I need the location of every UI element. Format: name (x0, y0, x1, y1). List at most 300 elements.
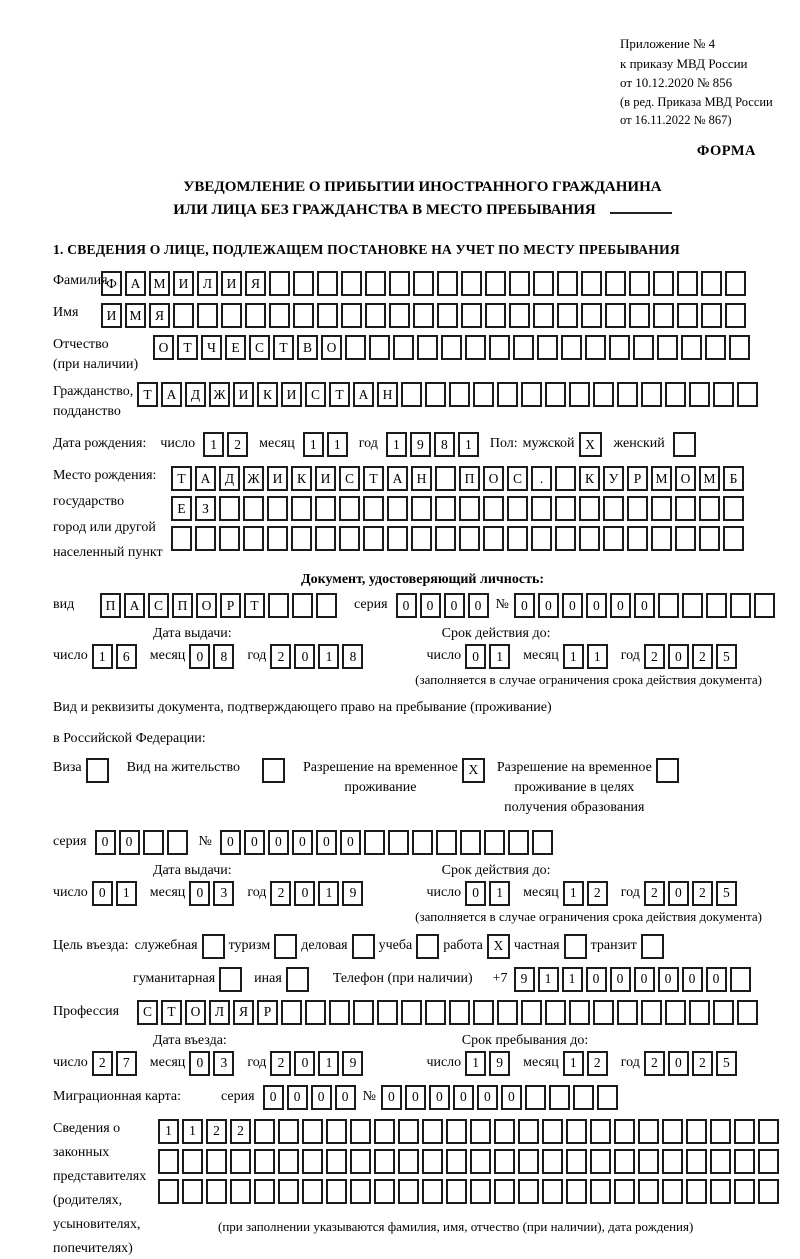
char-cell[interactable] (629, 271, 650, 296)
char-cell[interactable] (633, 335, 654, 360)
char-cell[interactable] (483, 496, 504, 521)
char-cell[interactable]: С (148, 593, 169, 618)
char-cell[interactable] (483, 526, 504, 551)
char-cell[interactable] (533, 303, 554, 328)
char-cell[interactable] (605, 303, 626, 328)
char-cell[interactable]: Н (411, 466, 432, 491)
char-cell[interactable]: 0 (465, 644, 486, 669)
char-cell[interactable]: А (124, 593, 145, 618)
char-cell[interactable]: 0 (189, 881, 210, 906)
char-cell[interactable]: М (651, 466, 672, 491)
char-cell[interactable] (518, 1149, 539, 1174)
char-cell[interactable] (507, 526, 528, 551)
char-cell[interactable]: 1 (489, 644, 510, 669)
char-cell[interactable] (537, 335, 558, 360)
char-cell[interactable] (573, 1085, 594, 1110)
char-cell[interactable] (566, 1119, 587, 1144)
char-cell[interactable] (641, 382, 662, 407)
char-cell[interactable] (699, 496, 720, 521)
char-cell[interactable]: 0 (189, 644, 210, 669)
char-cell[interactable] (254, 1119, 275, 1144)
char-cell[interactable]: П (100, 593, 121, 618)
char-cell[interactable] (292, 593, 313, 618)
char-cell[interactable] (754, 593, 775, 618)
char-cell[interactable]: О (185, 1000, 206, 1025)
char-cell[interactable] (473, 382, 494, 407)
char-cell[interactable] (411, 496, 432, 521)
char-cell[interactable] (555, 526, 576, 551)
char-cell[interactable] (614, 1179, 635, 1204)
char-cell[interactable] (641, 1000, 662, 1025)
char-cell[interactable] (653, 271, 674, 296)
char-cell[interactable]: М (699, 466, 720, 491)
work-checkbox[interactable]: X (487, 934, 510, 959)
char-cell[interactable]: П (459, 466, 480, 491)
char-cell[interactable] (737, 1000, 758, 1025)
char-cell[interactable] (638, 1119, 659, 1144)
char-cell[interactable]: 1 (465, 1051, 486, 1076)
char-cell[interactable]: И (281, 382, 302, 407)
char-cell[interactable]: Е (225, 335, 246, 360)
char-cell[interactable]: 1 (489, 881, 510, 906)
char-cell[interactable] (627, 526, 648, 551)
char-cell[interactable] (326, 1119, 347, 1144)
char-cell[interactable]: 5 (716, 644, 737, 669)
char-cell[interactable] (422, 1179, 443, 1204)
char-cell[interactable] (581, 271, 602, 296)
private-checkbox[interactable] (564, 934, 587, 959)
char-cell[interactable] (459, 496, 480, 521)
char-cell[interactable] (219, 526, 240, 551)
char-cell[interactable]: 0 (468, 593, 489, 618)
char-cell[interactable]: Р (627, 466, 648, 491)
char-cell[interactable] (545, 1000, 566, 1025)
char-cell[interactable] (293, 271, 314, 296)
char-cell[interactable] (494, 1119, 515, 1144)
char-cell[interactable]: 0 (658, 967, 679, 992)
char-cell[interactable]: 2 (270, 644, 291, 669)
char-cell[interactable]: 0 (586, 967, 607, 992)
char-cell[interactable]: 3 (213, 1051, 234, 1076)
char-cell[interactable] (609, 335, 630, 360)
char-cell[interactable]: 0 (294, 1051, 315, 1076)
char-cell[interactable] (710, 1119, 731, 1144)
char-cell[interactable] (533, 271, 554, 296)
char-cell[interactable] (581, 303, 602, 328)
char-cell[interactable]: 0 (316, 830, 337, 855)
char-cell[interactable] (651, 526, 672, 551)
char-cell[interactable] (557, 271, 578, 296)
char-cell[interactable] (701, 303, 722, 328)
char-cell[interactable] (173, 303, 194, 328)
char-cell[interactable]: 0 (420, 593, 441, 618)
char-cell[interactable] (422, 1149, 443, 1174)
char-cell[interactable]: Л (197, 271, 218, 296)
char-cell[interactable] (293, 303, 314, 328)
char-cell[interactable] (651, 496, 672, 521)
char-cell[interactable] (675, 496, 696, 521)
char-cell[interactable] (171, 526, 192, 551)
char-cell[interactable] (417, 335, 438, 360)
char-cell[interactable]: И (173, 271, 194, 296)
char-cell[interactable] (590, 1179, 611, 1204)
char-cell[interactable] (182, 1149, 203, 1174)
char-cell[interactable] (350, 1119, 371, 1144)
char-cell[interactable]: 9 (489, 1051, 510, 1076)
char-cell[interactable] (542, 1149, 563, 1174)
char-cell[interactable]: С (137, 1000, 158, 1025)
char-cell[interactable] (484, 830, 505, 855)
char-cell[interactable] (734, 1179, 755, 1204)
char-cell[interactable] (542, 1119, 563, 1144)
char-cell[interactable]: 1 (318, 1051, 339, 1076)
char-cell[interactable]: А (125, 271, 146, 296)
char-cell[interactable] (614, 1119, 635, 1144)
char-cell[interactable]: 7 (116, 1051, 137, 1076)
char-cell[interactable] (531, 526, 552, 551)
char-cell[interactable]: Т (171, 466, 192, 491)
char-cell[interactable] (725, 303, 746, 328)
char-cell[interactable]: 0 (292, 830, 313, 855)
char-cell[interactable] (437, 271, 458, 296)
char-cell[interactable]: 0 (453, 1085, 474, 1110)
char-cell[interactable]: 1 (587, 644, 608, 669)
char-cell[interactable] (605, 271, 626, 296)
char-cell[interactable] (521, 1000, 542, 1025)
char-cell[interactable]: Ч (201, 335, 222, 360)
char-cell[interactable]: С (507, 466, 528, 491)
char-cell[interactable]: 2 (644, 644, 665, 669)
char-cell[interactable] (364, 830, 385, 855)
char-cell[interactable]: 0 (668, 644, 689, 669)
char-cell[interactable] (465, 335, 486, 360)
char-cell[interactable] (326, 1179, 347, 1204)
char-cell[interactable]: 2 (270, 881, 291, 906)
char-cell[interactable]: Д (219, 466, 240, 491)
char-cell[interactable] (341, 303, 362, 328)
char-cell[interactable] (603, 526, 624, 551)
char-cell[interactable] (269, 271, 290, 296)
char-cell[interactable]: С (305, 382, 326, 407)
char-cell[interactable] (494, 1149, 515, 1174)
char-cell[interactable] (412, 830, 433, 855)
char-cell[interactable] (401, 382, 422, 407)
char-cell[interactable] (374, 1119, 395, 1144)
char-cell[interactable]: 0 (682, 967, 703, 992)
char-cell[interactable]: О (196, 593, 217, 618)
char-cell[interactable] (393, 335, 414, 360)
char-cell[interactable] (579, 526, 600, 551)
char-cell[interactable]: 2 (227, 432, 248, 457)
char-cell[interactable] (206, 1149, 227, 1174)
char-cell[interactable] (317, 303, 338, 328)
char-cell[interactable]: 0 (501, 1085, 522, 1110)
char-cell[interactable] (411, 526, 432, 551)
char-cell[interactable] (662, 1149, 683, 1174)
char-cell[interactable] (507, 496, 528, 521)
char-cell[interactable] (549, 1085, 570, 1110)
char-cell[interactable]: 9 (410, 432, 431, 457)
char-cell[interactable]: 2 (692, 881, 713, 906)
char-cell[interactable]: 1 (92, 644, 113, 669)
char-cell[interactable]: З (195, 496, 216, 521)
char-cell[interactable] (398, 1179, 419, 1204)
char-cell[interactable] (737, 382, 758, 407)
char-cell[interactable]: О (153, 335, 174, 360)
char-cell[interactable]: 1 (116, 881, 137, 906)
char-cell[interactable]: 0 (706, 967, 727, 992)
char-cell[interactable] (593, 382, 614, 407)
transit-checkbox[interactable] (641, 934, 664, 959)
char-cell[interactable]: 0 (477, 1085, 498, 1110)
char-cell[interactable] (278, 1179, 299, 1204)
char-cell[interactable]: 1 (562, 967, 583, 992)
char-cell[interactable] (387, 496, 408, 521)
char-cell[interactable] (705, 335, 726, 360)
char-cell[interactable]: 5 (716, 881, 737, 906)
char-cell[interactable]: 2 (644, 881, 665, 906)
char-cell[interactable] (689, 1000, 710, 1025)
char-cell[interactable] (597, 1085, 618, 1110)
char-cell[interactable]: 1 (327, 432, 348, 457)
char-cell[interactable] (725, 271, 746, 296)
char-cell[interactable] (436, 830, 457, 855)
char-cell[interactable]: 0 (381, 1085, 402, 1110)
char-cell[interactable] (497, 1000, 518, 1025)
char-cell[interactable]: 0 (610, 593, 631, 618)
char-cell[interactable]: И (221, 271, 242, 296)
char-cell[interactable] (435, 526, 456, 551)
char-cell[interactable]: 9 (342, 1051, 363, 1076)
female-checkbox[interactable] (673, 432, 696, 457)
char-cell[interactable] (363, 526, 384, 551)
char-cell[interactable] (365, 303, 386, 328)
char-cell[interactable] (485, 303, 506, 328)
char-cell[interactable]: 2 (587, 881, 608, 906)
char-cell[interactable] (387, 526, 408, 551)
char-cell[interactable] (441, 335, 462, 360)
char-cell[interactable] (221, 303, 242, 328)
char-cell[interactable]: О (675, 466, 696, 491)
char-cell[interactable]: М (149, 271, 170, 296)
char-cell[interactable] (518, 1179, 539, 1204)
char-cell[interactable] (585, 335, 606, 360)
char-cell[interactable] (590, 1149, 611, 1174)
char-cell[interactable]: 0 (189, 1051, 210, 1076)
char-cell[interactable]: 0 (444, 593, 465, 618)
char-cell[interactable] (350, 1179, 371, 1204)
char-cell[interactable] (446, 1179, 467, 1204)
male-checkbox[interactable]: X (579, 432, 602, 457)
char-cell[interactable]: Т (161, 1000, 182, 1025)
char-cell[interactable]: 0 (562, 593, 583, 618)
char-cell[interactable] (353, 1000, 374, 1025)
char-cell[interactable]: 1 (563, 881, 584, 906)
char-cell[interactable] (758, 1119, 779, 1144)
char-cell[interactable] (579, 496, 600, 521)
char-cell[interactable] (470, 1179, 491, 1204)
char-cell[interactable]: 1 (318, 644, 339, 669)
char-cell[interactable] (629, 303, 650, 328)
char-cell[interactable]: 1 (303, 432, 324, 457)
char-cell[interactable] (662, 1179, 683, 1204)
char-cell[interactable] (701, 271, 722, 296)
char-cell[interactable] (350, 1149, 371, 1174)
char-cell[interactable]: 2 (230, 1119, 251, 1144)
char-cell[interactable] (449, 1000, 470, 1025)
char-cell[interactable]: Л (209, 1000, 230, 1025)
char-cell[interactable] (158, 1179, 179, 1204)
char-cell[interactable]: 9 (514, 967, 535, 992)
char-cell[interactable]: Р (257, 1000, 278, 1025)
char-cell[interactable]: 0 (668, 1051, 689, 1076)
char-cell[interactable] (158, 1149, 179, 1174)
char-cell[interactable]: Я (233, 1000, 254, 1025)
humanitarian-checkbox[interactable] (219, 967, 242, 992)
char-cell[interactable] (566, 1179, 587, 1204)
char-cell[interactable] (413, 271, 434, 296)
char-cell[interactable]: 2 (206, 1119, 227, 1144)
char-cell[interactable]: Я (149, 303, 170, 328)
residence-permit-checkbox[interactable] (262, 758, 285, 783)
char-cell[interactable] (561, 335, 582, 360)
char-cell[interactable]: 8 (213, 644, 234, 669)
char-cell[interactable] (566, 1149, 587, 1174)
char-cell[interactable] (369, 335, 390, 360)
char-cell[interactable] (305, 1000, 326, 1025)
char-cell[interactable] (662, 1119, 683, 1144)
char-cell[interactable]: 1 (458, 432, 479, 457)
char-cell[interactable]: А (387, 466, 408, 491)
char-cell[interactable] (593, 1000, 614, 1025)
char-cell[interactable] (513, 335, 534, 360)
char-cell[interactable] (686, 1179, 707, 1204)
char-cell[interactable] (425, 1000, 446, 1025)
char-cell[interactable] (706, 593, 727, 618)
char-cell[interactable] (508, 830, 529, 855)
char-cell[interactable]: 2 (92, 1051, 113, 1076)
char-cell[interactable]: С (339, 466, 360, 491)
char-cell[interactable] (675, 526, 696, 551)
char-cell[interactable]: Т (137, 382, 158, 407)
char-cell[interactable] (545, 382, 566, 407)
char-cell[interactable] (291, 526, 312, 551)
char-cell[interactable]: 2 (692, 1051, 713, 1076)
char-cell[interactable] (459, 526, 480, 551)
char-cell[interactable] (627, 496, 648, 521)
char-cell[interactable] (617, 1000, 638, 1025)
char-cell[interactable] (278, 1119, 299, 1144)
char-cell[interactable] (245, 303, 266, 328)
char-cell[interactable] (197, 303, 218, 328)
char-cell[interactable]: 0 (396, 593, 417, 618)
char-cell[interactable] (686, 1119, 707, 1144)
char-cell[interactable]: Т (363, 466, 384, 491)
char-cell[interactable] (446, 1119, 467, 1144)
char-cell[interactable] (638, 1179, 659, 1204)
char-cell[interactable]: 0 (311, 1085, 332, 1110)
char-cell[interactable] (460, 830, 481, 855)
char-cell[interactable] (449, 382, 470, 407)
char-cell[interactable] (729, 335, 750, 360)
char-cell[interactable] (389, 271, 410, 296)
char-cell[interactable] (509, 271, 530, 296)
char-cell[interactable] (219, 496, 240, 521)
char-cell[interactable] (374, 1149, 395, 1174)
char-cell[interactable] (658, 593, 679, 618)
char-cell[interactable] (686, 1149, 707, 1174)
char-cell[interactable] (363, 496, 384, 521)
tourism-checkbox[interactable] (274, 934, 297, 959)
char-cell[interactable]: 0 (465, 881, 486, 906)
char-cell[interactable] (446, 1149, 467, 1174)
char-cell[interactable]: Б (723, 466, 744, 491)
char-cell[interactable] (710, 1179, 731, 1204)
char-cell[interactable]: О (483, 466, 504, 491)
char-cell[interactable] (723, 496, 744, 521)
char-cell[interactable] (557, 303, 578, 328)
char-cell[interactable]: 0 (294, 881, 315, 906)
char-cell[interactable]: 0 (335, 1085, 356, 1110)
char-cell[interactable] (677, 303, 698, 328)
char-cell[interactable] (542, 1179, 563, 1204)
char-cell[interactable] (345, 335, 366, 360)
char-cell[interactable] (401, 1000, 422, 1025)
char-cell[interactable]: А (161, 382, 182, 407)
char-cell[interactable]: И (267, 466, 288, 491)
char-cell[interactable]: 1 (158, 1119, 179, 1144)
char-cell[interactable] (638, 1149, 659, 1174)
char-cell[interactable]: 1 (563, 1051, 584, 1076)
char-cell[interactable] (569, 1000, 590, 1025)
char-cell[interactable] (143, 830, 164, 855)
char-cell[interactable]: 1 (182, 1119, 203, 1144)
char-cell[interactable]: О (321, 335, 342, 360)
char-cell[interactable]: 0 (119, 830, 140, 855)
char-cell[interactable] (254, 1179, 275, 1204)
char-cell[interactable]: . (531, 466, 552, 491)
char-cell[interactable] (713, 1000, 734, 1025)
char-cell[interactable]: 2 (644, 1051, 665, 1076)
char-cell[interactable]: 0 (538, 593, 559, 618)
char-cell[interactable] (461, 271, 482, 296)
char-cell[interactable] (555, 496, 576, 521)
char-cell[interactable] (699, 526, 720, 551)
char-cell[interactable] (206, 1179, 227, 1204)
char-cell[interactable]: И (233, 382, 254, 407)
char-cell[interactable] (435, 496, 456, 521)
char-cell[interactable]: 0 (92, 881, 113, 906)
char-cell[interactable] (268, 593, 289, 618)
char-cell[interactable] (315, 526, 336, 551)
char-cell[interactable] (341, 271, 362, 296)
char-cell[interactable]: Ж (243, 466, 264, 491)
char-cell[interactable] (603, 496, 624, 521)
business-checkbox[interactable] (202, 934, 225, 959)
char-cell[interactable] (590, 1119, 611, 1144)
char-cell[interactable] (269, 303, 290, 328)
char-cell[interactable] (167, 830, 188, 855)
char-cell[interactable]: А (195, 466, 216, 491)
char-cell[interactable] (525, 1085, 546, 1110)
char-cell[interactable]: У (603, 466, 624, 491)
visa-checkbox[interactable] (86, 758, 109, 783)
commercial-checkbox[interactable] (352, 934, 375, 959)
char-cell[interactable] (316, 593, 337, 618)
char-cell[interactable]: 0 (405, 1085, 426, 1110)
char-cell[interactable] (665, 382, 686, 407)
char-cell[interactable]: Р (220, 593, 241, 618)
